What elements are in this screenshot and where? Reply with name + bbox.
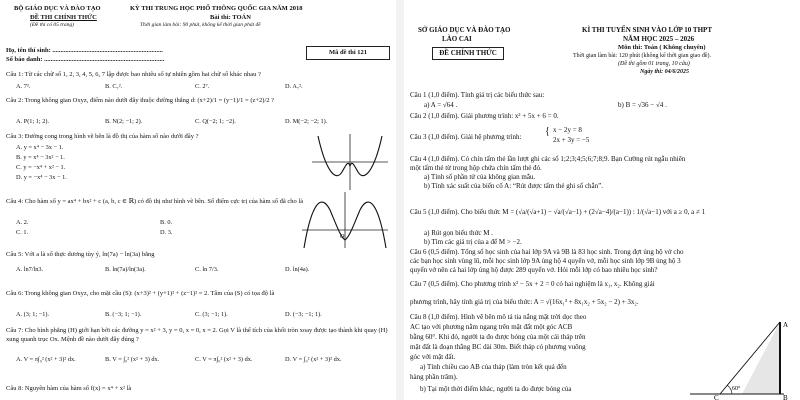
- tower-figure: [680, 318, 800, 400]
- q1-2025-part-b: b) B = √36 − √4 .: [618, 101, 667, 109]
- question-1-2025: Câu 1 (1,0 điểm). Tính giá trị các biểu thức sau:: [410, 91, 545, 99]
- q4-option-d: D. 3.: [160, 229, 173, 236]
- pages-note-2025: (Đề thi gồm 01 trang, 10 câu): [618, 61, 690, 67]
- q5-option-a: A. ln7/ln3.: [16, 266, 44, 273]
- q6-option-c: C. (3; −1; 1).: [195, 311, 228, 318]
- question-1: Câu 1: Từ các chữ số 1, 2, 3, 4, 5, 6, 7 lập được bao nhiêu số tự nhiên gồm hai chữ số khác nhau ?: [6, 71, 261, 78]
- question-2-2025: Câu 2 (1,0 điểm). Giải phương trình: x² + 5x + 6 = 0.: [410, 112, 559, 120]
- q6-option-d: D. (−3; −1; 1).: [285, 311, 322, 318]
- exam-page-2025: [408, 0, 800, 400]
- q5-option-d: D. ln(4a).: [285, 266, 310, 273]
- q1-option-d: D. A₇².: [285, 83, 303, 90]
- q2-option-c: C. Q(−2; 1; −2).: [195, 118, 236, 125]
- ministry-header: BỘ GIÁO DỤC VÀ ĐÀO TẠO: [14, 5, 101, 12]
- candidate-name-field: Họ, tên thí sinh: ....................................................................: [6, 47, 163, 54]
- school-year: NĂM HỌC 2025 – 2026: [623, 35, 695, 43]
- q8-2025-part-a: a) Tính chiều cao AB của tháp (làm tròn kết quả đến: [420, 363, 567, 371]
- q1-option-c: C. 2⁷.: [195, 83, 210, 90]
- exam-page-2018: [0, 0, 392, 400]
- q2-option-b: B. N(2; −1; 2).: [105, 118, 143, 125]
- system-eq-1: x − 2y = 8: [553, 126, 582, 134]
- q6-2025-line-2: các bạn học sinh vùng lũ, mỗi học sinh lớp 9A ủng hộ 4 quyển vở, mỗi học sinh lớp 9B ủng hộ 3: [410, 257, 681, 265]
- q2-option-a: A. P(1; 1; 2).: [16, 118, 50, 125]
- q8-2025-line-5: góc với mặt đất.: [410, 353, 456, 361]
- q5-2025-part-b: b) Tìm các giá trị của a để M > −2.: [424, 238, 522, 246]
- question-7-2025: Câu 7 (0,5 điểm). Cho phương trình x² − 5x + 2 = 0 có hai nghiệm là x₁, x₂. Không giải: [410, 280, 655, 288]
- q4-graph: [300, 190, 390, 250]
- subject-2025: Môn thi: Toán ( Không chuyên): [618, 44, 706, 51]
- q5-option-b: B. ln(7a)/ln(3a).: [105, 266, 146, 273]
- system-brace: {: [545, 126, 550, 137]
- label-c: C: [714, 394, 719, 400]
- q6-2025-line-3: quyển vở nên cả hai lớp ủng hộ được 289 quyển vở. Hỏi mỗi lớp có bao nhiêu học sinh?: [410, 266, 658, 274]
- q4-2025-line-2: một tấm thẻ từ trong hộp chứa chín tấm thẻ đó.: [410, 164, 542, 172]
- q8-2025-line-7: hàng phần trăm).: [410, 373, 458, 381]
- question-5: Câu 5: Với a là số thực dương tùy ý, ln(7a) − ln(3a) bằng: [6, 251, 155, 258]
- q8-2025-line-4: mặt đất là đoạn thẳng BC dài 30m. Biết tháp có phương vuông: [410, 343, 586, 351]
- q2-option-d: D. M(−2; −2; 1).: [285, 118, 328, 125]
- pages-note: (Đề thi có 05 trang): [30, 22, 74, 28]
- q6-option-b: B. (−3; 1; −1).: [105, 311, 142, 318]
- dept-header: SỞ GIÁO DỤC VÀ ĐÀO TẠO: [418, 26, 511, 34]
- time-2025: Thời gian làm bài: 120 phút (không kể thời gian giao đề).: [573, 53, 711, 59]
- q1-option-b: B. C₇².: [105, 83, 123, 90]
- candidate-id-field: Số báo danh: ..........................................................................: [6, 56, 165, 63]
- tower-shadow-region: [742, 322, 780, 394]
- q7-option-d: D. V = ∫₀² (x² + 3)² dx.: [285, 356, 342, 363]
- system-eq-2: 2x + 3y = −5: [553, 136, 590, 144]
- q5-option-c: C. ln 7/3.: [195, 266, 219, 273]
- q3-option-c: C. y = −x⁴ + x² − 1.: [16, 164, 66, 171]
- question-4: Câu 4: Cho hàm số y = ax⁴ + bx² + c (a, b, c ∈ ℝ) có đồ thị như hình vẽ bên. Số điểm cực trị của hàm số đã cho là: [6, 198, 304, 205]
- question-3: Câu 3: Đường cong trong hình vẽ bên là đồ thị của hàm số nào dưới đây ?: [6, 133, 199, 140]
- q4-origin-label: O: [340, 234, 345, 240]
- exam-title: KỲ THI TRUNG HỌC PHỔ THÔNG QUỐC GIA NĂM 2018: [130, 5, 303, 12]
- exam-subject: Bài thi: TOÁN: [210, 14, 251, 21]
- label-a: A: [783, 321, 789, 329]
- q4-2025-part-a: a) Tính số phần tử của không gian mẫu.: [424, 173, 536, 181]
- q1-option-a: A. 7².: [16, 83, 31, 90]
- question-5-2025: Câu 5 (1,0 điểm). Cho biểu thức M = (√a/(√a+1) − √a/(√a−1) + (2√a−4)/(a−1)) : 1/(√a−1) với a ≥ 0, a ≠ 1: [410, 208, 706, 216]
- official-box: ĐỀ CHÍNH THỨC: [432, 47, 504, 60]
- q4-option-a: A. 2.: [16, 219, 29, 226]
- question-8-2025: Câu 8 (1,0 điểm). Hình vẽ bên mô tả tia nắng mặt trời dọc theo: [410, 313, 587, 321]
- exam-time: Thời gian làm bài: 90 phút, không kể thời gian phát đề: [140, 22, 261, 28]
- province-header: LÀO CAI: [442, 35, 472, 43]
- exam-code-box: Mã đề thi 121: [306, 46, 390, 60]
- q7-option-b: B. V = ∫₀² (x² + 3) dx.: [105, 356, 160, 363]
- q7-option-a: A. V = π∫₀² (x² + 3)² dx.: [16, 356, 76, 363]
- label-angle: 60°: [732, 386, 741, 392]
- question-2: Câu 2: Trong không gian Oxyz, điểm nào dưới đây thuộc đường thẳng d: (x+2)/1 = (y−1)/1 = (z+2)/2 ?: [6, 97, 275, 104]
- q6-option-a: A. (3; 1; −1).: [16, 311, 50, 318]
- question-6: Câu 6: Trong không gian Oxyz, cho mặt cầu (S): (x+3)² + (y+1)² + (z−1)² = 2. Tâm của (S) có tọa độ là: [6, 290, 275, 297]
- label-b: B: [783, 394, 788, 400]
- question-8: Câu 8: Nguyên hàm của hàm số f(x) = x⁴ + x² là: [6, 385, 132, 392]
- q4-option-b: B. 0.: [160, 219, 173, 226]
- q4-option-c: C. 1.: [16, 229, 29, 236]
- q4-2025-part-b: b) Tính xác suất của biến cố A: “Rút được tấm thẻ ghi số chẵn”.: [424, 182, 604, 190]
- q7-option-c: C. V = π∫₀² (x² + 3) dx.: [195, 356, 253, 363]
- question-4-2025: Câu 4 (1,0 điểm). Có chín tấm thẻ lần lượt ghi các số 1;2;3;4;5;6;7;8;9. Bạn Cường rút ngẫu nhiên: [410, 155, 686, 163]
- official-label: ĐỀ THI CHÍNH THỨC: [30, 14, 97, 21]
- page-gap: [396, 0, 404, 400]
- q8-2025-line-2: AC tạo với phương nằm ngang trên mặt đất một góc ACB: [410, 323, 573, 331]
- question-6-2025: Câu 6 (0,5 điểm). Tổng số học sinh của hai lớp 9A và 9B là 83 học sinh. Trong đợt ủng hộ vở cho: [410, 248, 684, 256]
- q8-2025-part-b: b) Tại một thời điểm khác, người ta đo được bóng của: [420, 385, 572, 393]
- exam-title-2025: KÌ THI TUYỂN SINH VÀO LỚP 10 THPT: [582, 26, 712, 34]
- q3-option-a: A. y = x⁴ − 3x − 1.: [16, 144, 64, 151]
- q3-option-b: B. y = x⁴ − 3x² − 1.: [16, 154, 65, 161]
- question-7: Câu 7: Cho hình phẳng (H) giới hạn bởi các đường y = x² + 3, y = 0, x = 0, x = 2. Gọi V là thể tích của khối tròn xoay được tạo thành khi quay (H) xung quanh trục Ox. Mệnh đề nào dưới đây đúng ?: [6, 327, 388, 344]
- q8-2025-line-3: bằng 60°. Khi đó, người ta đo được bóng của một cái tháp trên: [410, 333, 586, 341]
- q5-2025-part-a: a) Rút gọn biểu thức M .: [424, 229, 493, 237]
- q3-graph: [310, 132, 390, 192]
- q7-2025-line-2: phương trình, hãy tính giá trị của biểu thức: A = √(16x₁³ + 8x₁x₂ + 5x₂ − 2) + 3x₂.: [410, 298, 639, 306]
- q3-option-d: D. y = −x⁴ − 3x − 1.: [16, 174, 67, 181]
- exam-date: Ngày thi: 04/6/2025: [640, 69, 689, 75]
- question-3-2025: Câu 3 (1,0 điểm). Giải hệ phương trình:: [410, 133, 522, 141]
- q1-2025-part-a: a) A = √64 .: [424, 101, 458, 109]
